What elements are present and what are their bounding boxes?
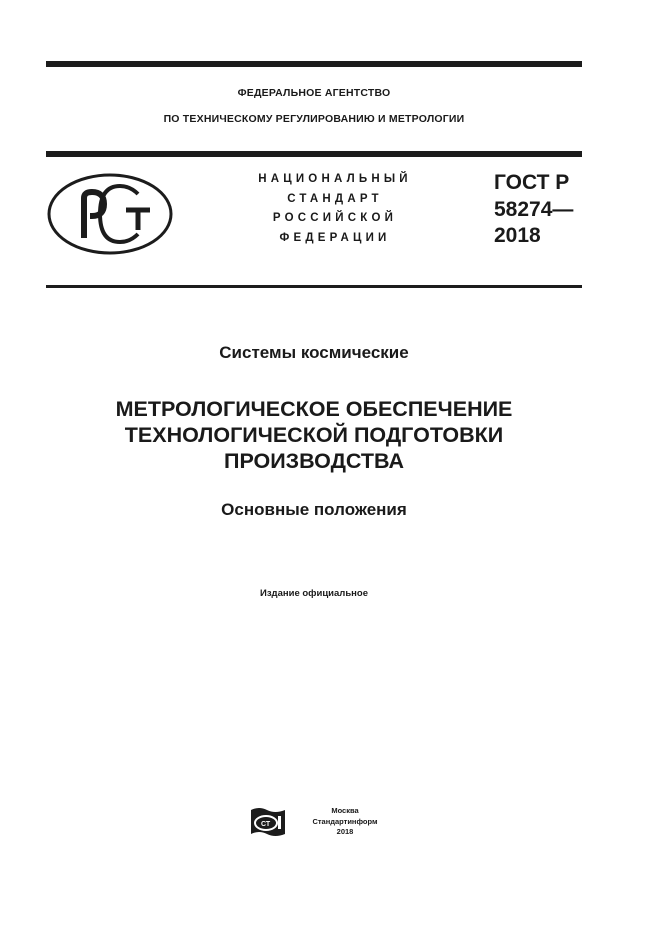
- main-title-line-3: ПРОИЗВОДСТВА: [223, 449, 404, 473]
- top-rule: [46, 61, 582, 67]
- standard-type: [220, 170, 450, 248]
- standard-designation: [494, 170, 573, 250]
- svg-text:СТ: СТ: [261, 821, 271, 828]
- designation-line-2: 58274—: [494, 197, 574, 221]
- publisher-year: 2018: [336, 827, 354, 836]
- series-title: Системы космические: [219, 343, 409, 362]
- bottom-rule: [46, 285, 582, 288]
- standard-type-line-1: НАЦИОНАЛЬНЫЙ: [258, 173, 412, 185]
- agency-line-2: ПО ТЕХНИЧЕСКОМУ РЕГУЛИРОВАНИЮ И МЕТРОЛОГИИ: [163, 113, 465, 125]
- designation-line-3: 2018: [494, 224, 541, 247]
- publisher-name: Стандартинформ: [312, 816, 378, 826]
- standard-type-line-3: РОССИЙСКОЙ: [272, 212, 398, 224]
- agency-line-1: ФЕДЕРАЛЬНОЕ АГЕНТСТВО: [237, 87, 391, 99]
- main-title: [46, 396, 582, 474]
- main-title-line-2: ТЕХНОЛОГИЧЕСКОЙ ПОДГОТОВКИ: [124, 423, 504, 447]
- publisher-info: [300, 806, 390, 838]
- standartinform-logo-icon: [249, 806, 287, 838]
- middle-rule: [46, 151, 582, 157]
- main-title-line-1: МЕТРОЛОГИЧЕСКОЕ ОБЕСПЕЧЕНИЕ: [115, 397, 513, 421]
- standard-type-line-2: СТАНДАРТ: [287, 192, 383, 205]
- subtitle: Основные положения: [221, 500, 407, 519]
- standard-type-line-4: ФЕДЕРАЦИИ: [279, 231, 391, 244]
- edition-label: Издание официальное: [260, 588, 368, 599]
- publisher-city: Москва: [331, 806, 359, 815]
- rst-gost-emblem-icon: [46, 172, 174, 256]
- designation-line-1: ГОСТ Р: [494, 171, 570, 194]
